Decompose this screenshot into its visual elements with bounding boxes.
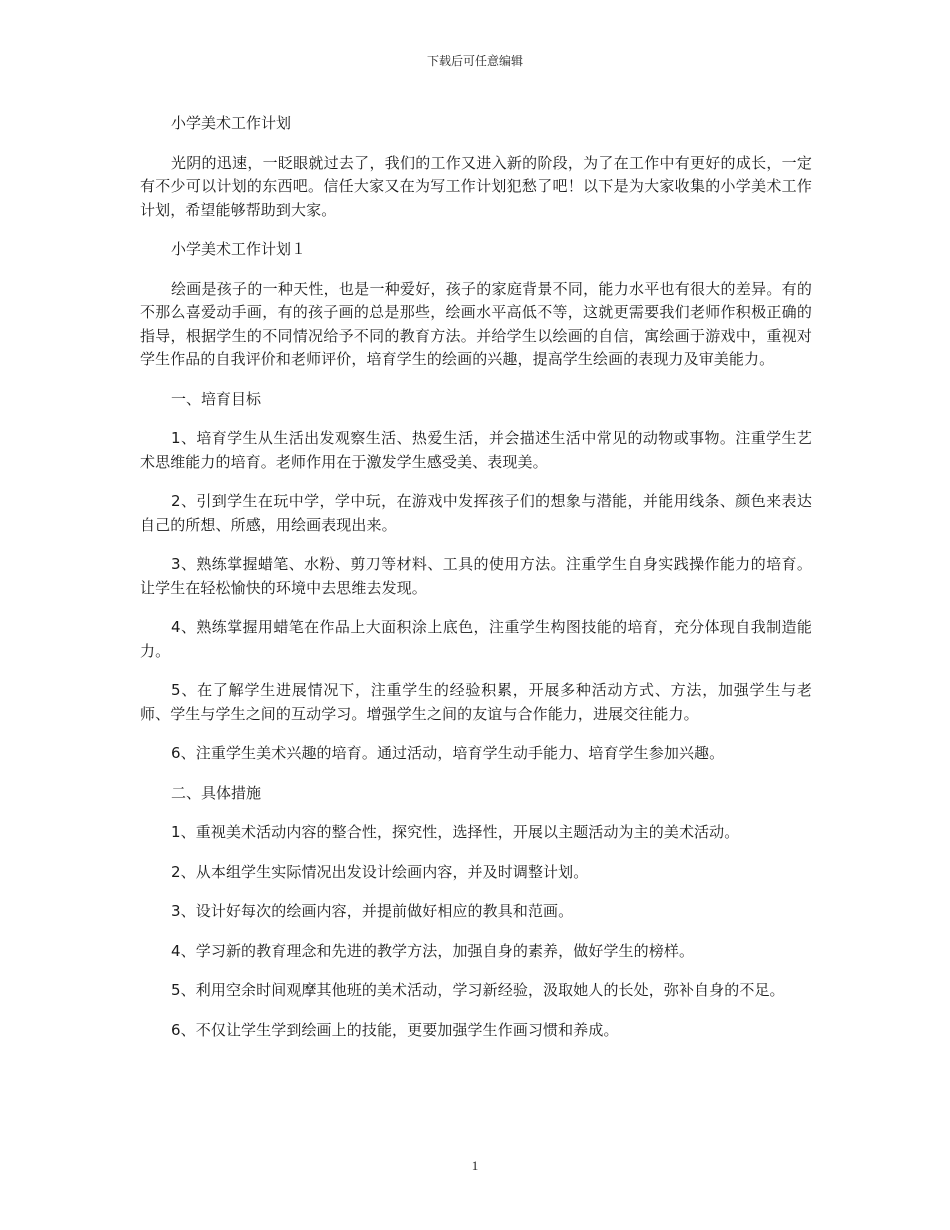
document-title: 小学美术工作计划 xyxy=(171,114,292,132)
section1-item: 3、熟练掌握蜡笔、水粉、剪刀等材料、工具的使用方法。注重学生自身实践操作能力的培育。让学生在轻松愉快的环境中去思维去发现。 xyxy=(140,555,812,597)
section1-item: 1、培育学生从生活出发观察生活、热爱生活，并会描述生活中常见的动物或事物。注重学生艺术思维能力的培育。老师作用在于激发学生感受美、表现美。 xyxy=(140,429,812,471)
document-body xyxy=(140,112,812,1058)
section1-item: 6、注重学生美术兴趣的培育。通过活动，培育学生动手能力、培育学生参加兴趣。 xyxy=(171,744,725,762)
plan-title: 小学美术工作计划１ xyxy=(171,240,307,258)
page-number: 1 xyxy=(471,1158,479,1173)
intro-paragraph: 光阴的迅速，一眨眼就过去了，我们的工作又进入新的阶段，为了在工作中有更好的成长，一定有不少可以计划的东西吧。信任大家又在为写工作计划犯愁了吧！以下是为大家收集的小学美术工作计划，希望能够帮助到大家。 xyxy=(140,153,812,219)
section2-item: 6、不仅让学生学到绘画上的技能，更要加强学生作画习惯和养成。 xyxy=(171,1020,619,1039)
section1-item: 2、引到学生在玩中学，学中玩，在游戏中发挥孩子们的想象与潜能，并能用线条、颜色来表达自己的所想、所感，用绘画表现出来。 xyxy=(140,492,812,534)
section2-item: 2、从本组学生实际情况出发设计绘画内容，并及时调整计划。 xyxy=(171,862,589,881)
section2-heading: 二、具体措施 xyxy=(171,783,262,802)
section2-item: 1、重视美术活动内容的整合性，探究性，选择性，开展以主题活动为主的美术活动。 xyxy=(171,823,740,841)
page-header: 下载后可任意编辑 xyxy=(426,54,523,68)
section2-item: 5、利用空余时间观摩其他班的美术活动，学习新经验，汲取她人的长处，弥补自身的不足。 xyxy=(171,981,785,999)
section2-item: 4、学习新的教育理念和先进的教学方法，加强自身的素养，做好学生的榜样。 xyxy=(171,941,695,960)
plan-intro-paragraph: 绘画是孩子的一种天性，也是一种爱好，孩子的家庭背景不同，能力水平也有很大的差异。有的不那么喜爱动手画，有的孩子画的总是那些，绘画水平高低不等，这就更需要我们老师作积极正确的指导，根据学生的不同情况给予不同的教育方法。并给学生以绘画的自信，寓绘画于游戏中，重视对学生作品的自我评价和老师评价，培育学生的绘画的兴趣，提高学生绘画的表现力及审美能力。 xyxy=(140,279,812,368)
section1-item: 5、在了解学生进展情况下，注重学生的经验积累，开展多种活动方式、方法，加强学生与老师、学生与学生之间的互动学习。增强学生之间的友谊与合作能力，进展交往能力。 xyxy=(140,681,812,723)
section1-item: 4、熟练掌握用蜡笔在作品上大面积涂上底色，注重学生构图技能的培育，充分体现自我制造能力。 xyxy=(140,618,812,660)
section1-heading: 一、培育目标 xyxy=(171,389,262,408)
section2-item: 3、设计好每次的绘画内容，并提前做好相应的教具和范画。 xyxy=(171,902,574,920)
